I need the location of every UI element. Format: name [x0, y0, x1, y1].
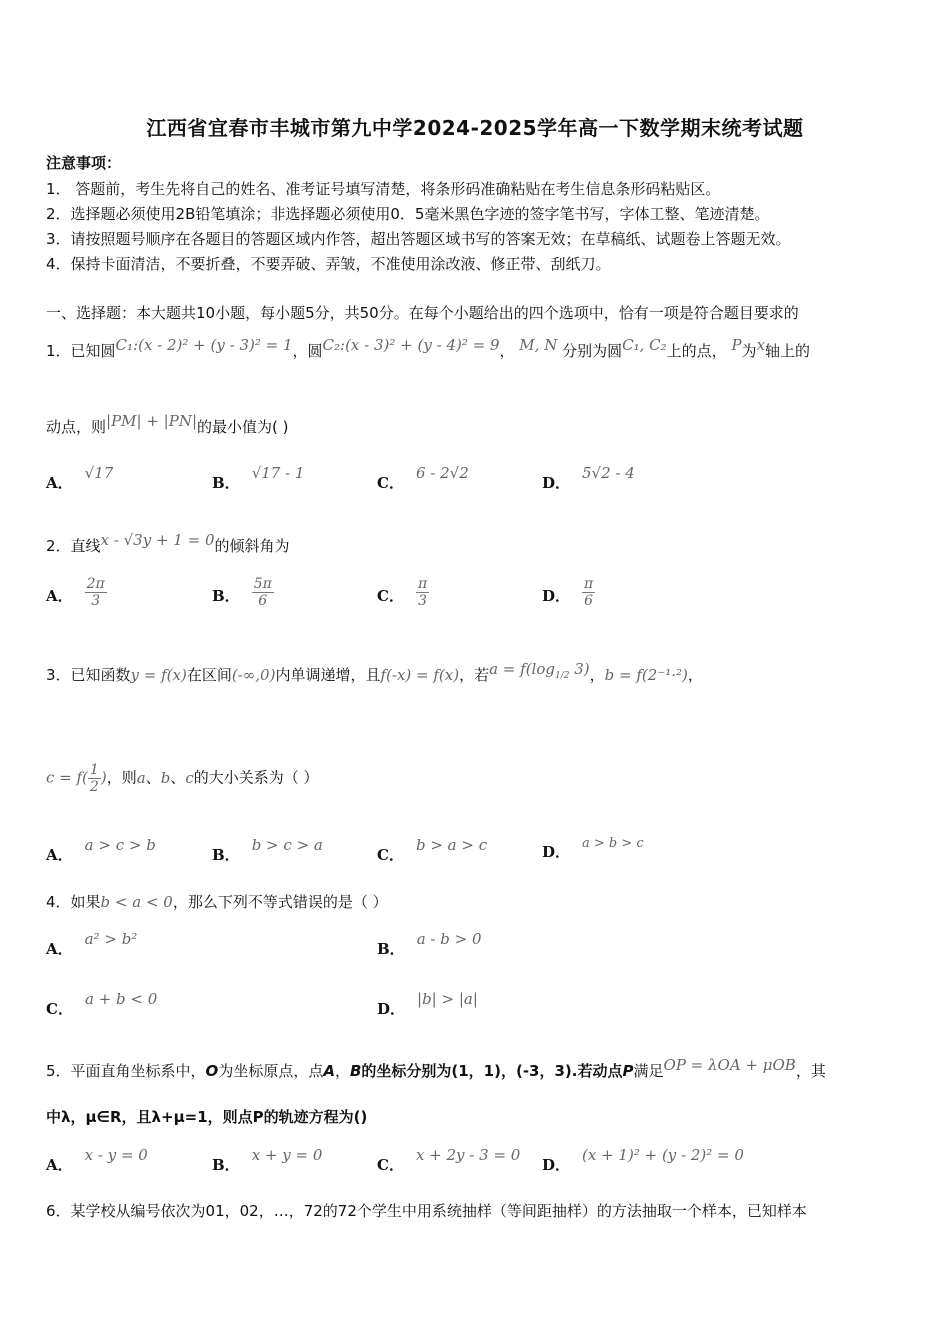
- notice-item-4: 4．保持卡面清洁，不要折叠，不要弄破、弄皱，不准使用涂改液、修正带、刮纸刀。: [46, 255, 611, 273]
- q2-option-d[interactable]: D． $\frac{\pi}{6}$: [542, 576, 594, 609]
- q1-circle-1-formula: C₁:(x - 2)² + (y - 3)² = 1: [115, 336, 293, 354]
- question-3-line-2: c = f( $\frac{1}{2}$ )，则a、b、c的大小关系为（ ）: [46, 762, 319, 795]
- section-heading: 一、选择题：本大题共10小题，每小题5分，共50分。在每个小题给出的四个选项中，恰有一项是符合题目要求的: [46, 304, 799, 322]
- q3-option-b[interactable]: B．b > c > a: [212, 836, 323, 864]
- q3-option-d[interactable]: D． a > b > c: [542, 836, 644, 861]
- question-6: 6．某学校从编号依次为01，02，…，72的72个学生中用系统抽样（等间距抽样）的方法抽取一个样本，已知样本: [46, 1202, 807, 1220]
- q1-option-a[interactable]: A．√17: [46, 464, 114, 492]
- q2-option-a[interactable]: A． $\frac{2\pi}{3}$: [46, 576, 105, 609]
- notice-item-3: 3．请按照题号顺序在各题目的答题区域内作答，超出答题区域书写的答案无效；在草稿纸、试题卷上答题无效。: [46, 230, 791, 248]
- q1-option-d[interactable]: D．5√2 - 4: [542, 464, 635, 492]
- q3-option-c[interactable]: C．b > a > c: [377, 836, 488, 864]
- q1-circle-2-formula: C₂:(x - 3)² + (y - 4)² = 9: [322, 336, 500, 354]
- question-4: 4．如果b < a < 0，那么下列不等式错误的是（ ）: [46, 893, 388, 911]
- q5-option-d[interactable]: D．(x + 1)² + (y - 2)² = 0: [542, 1146, 744, 1174]
- q4-option-d[interactable]: D．|b| > |a|: [377, 990, 478, 1018]
- q2-option-b[interactable]: B． $\frac{5\pi}{6}$: [212, 576, 272, 609]
- q5-option-b[interactable]: B．x + y = 0: [212, 1146, 323, 1174]
- notice-item-2: 2．选择题必须使用2B铅笔填涂；非选择题必须使用0．5毫米黑色字迹的签字笔书写，字体工整、笔迹清楚。: [46, 205, 770, 223]
- question-1-line-1: 1．已知圆C₁:(x - 2)² + (y - 3)² = 1，圆C₂:(x - 3)² + (y - 4)² = 9， M, N 分别为圆C₁, C₂上的点， P为x轴上的: [46, 336, 811, 360]
- exam-title: 江西省宜春市丰城市第九中学2024-2025学年高一下数学期末统考试题: [146, 116, 804, 140]
- question-2: 2．直线x - √3y + 1 = 0的倾斜角为: [46, 531, 290, 555]
- q4-option-b[interactable]: B．a - b > 0: [377, 930, 482, 958]
- q1-option-b[interactable]: B．√17 - 1: [212, 464, 305, 492]
- q5-option-c[interactable]: C．x + 2y - 3 = 0: [377, 1146, 521, 1174]
- question-1-line-2: 动点，则|PM| + |PN|的最小值为( ): [46, 412, 289, 436]
- notice-item-1: 1． 答题前，考生先将自己的姓名、准考证号填写清楚，将条形码准确粘贴在考生信息条形码粘贴区。: [46, 180, 721, 198]
- q4-option-c[interactable]: C．a + b < 0: [46, 990, 158, 1018]
- q3-option-a[interactable]: A．a > c > b: [46, 836, 156, 864]
- q1-option-c[interactable]: C．6 - 2√2: [377, 464, 469, 492]
- q2-option-c[interactable]: C． $\frac{\pi}{3}$: [377, 576, 428, 609]
- q5-option-a[interactable]: A．x - y = 0: [46, 1146, 148, 1174]
- question-5-line-1: 5．平面直角坐标系中，O为坐标原点，点A，B的坐标分别为(1，1)，(-3，3).若动点P满足OP = λOA + μOB，其: [46, 1056, 826, 1080]
- notice-heading: 注意事项：: [46, 154, 122, 172]
- question-5-line-2: 中λ，μ∈R，且λ+μ=1，则点P的轨迹方程为(): [46, 1108, 368, 1126]
- q4-option-a[interactable]: A．a² > b²: [46, 930, 138, 958]
- question-3-line-1: 3．已知函数y = f(x)在区间(-∞,0)内单调递增，且f(-x) = f(x)，若$a = f(\log_{1/2}$ 3)，b = f(2⁻¹·²)，: [46, 660, 703, 684]
